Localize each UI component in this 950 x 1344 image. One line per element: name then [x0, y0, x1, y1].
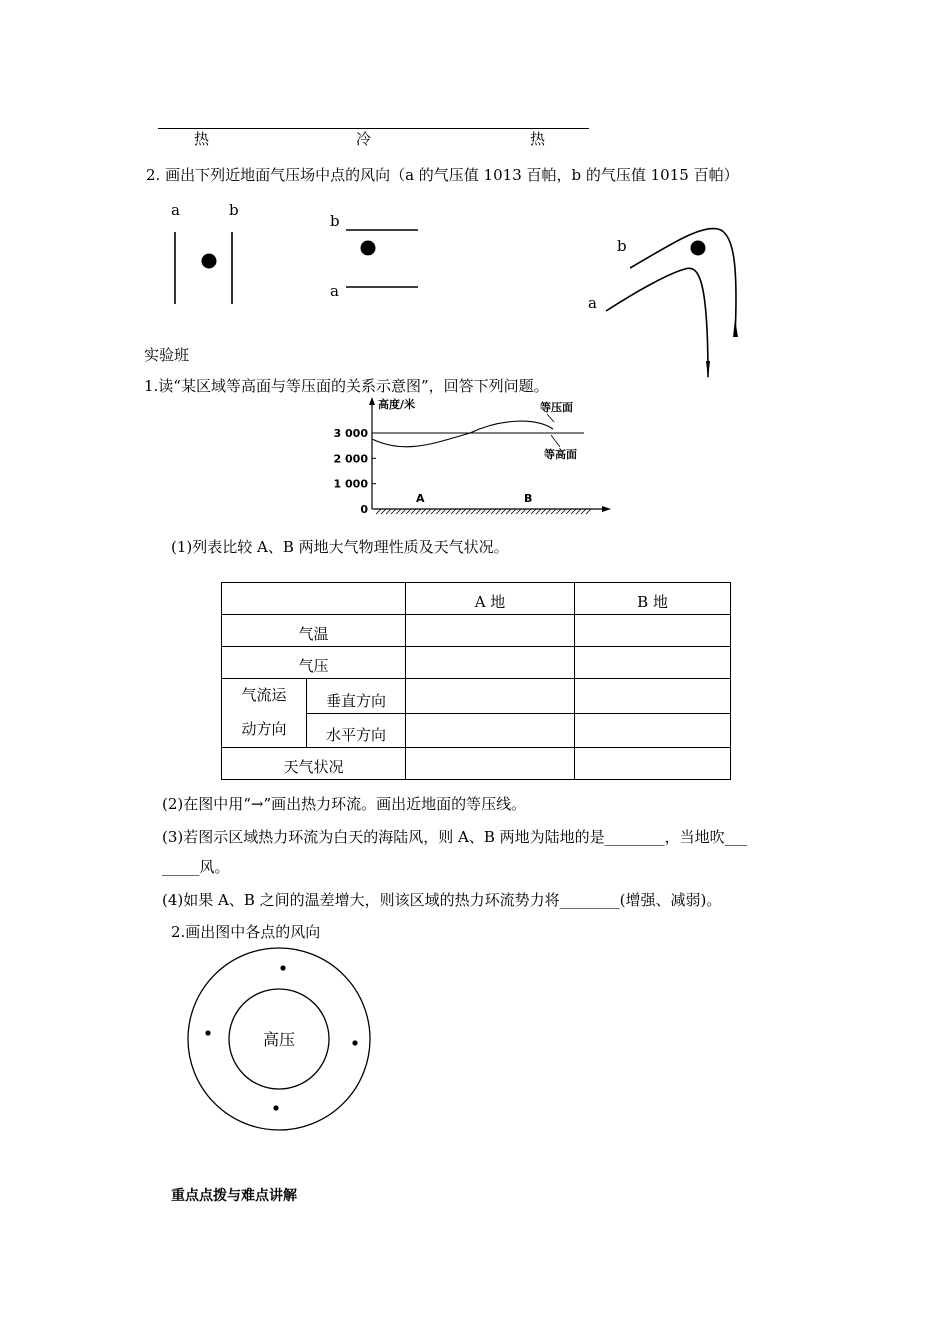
q2-prompt: 2. 画出下列近地面气压场中点的风向（a 的气压值 1013 百帕，b 的气压值 1015 百帕）: [146, 166, 739, 184]
table-header-b: B 地: [575, 583, 731, 615]
row-label-airflow: 气流运 动方向: [222, 679, 307, 748]
exp-q2-prompt: 2.画出图中各点的风向: [171, 923, 321, 941]
table-row: [222, 679, 731, 714]
answer-cell[interactable]: [406, 615, 575, 647]
answer-cell[interactable]: [575, 679, 731, 714]
row-label-temperature: 气温: [222, 615, 406, 647]
isobar-a-tip: [706, 361, 710, 379]
point-dot: [691, 241, 706, 256]
row-label-vertical: 垂直方向: [307, 679, 406, 714]
point-dot-left: [205, 1030, 210, 1035]
y-tick-label: 3 000: [333, 427, 368, 440]
point-dot-bottom: [273, 1105, 278, 1110]
sub-question-3-line1: (3)若图示区域热力环流为白天的海陆风，则 A、B 两地为陆地的是________，当地吹___: [162, 828, 748, 846]
label-b: b: [330, 212, 340, 230]
point-dot-top: [280, 965, 285, 970]
isobar-b: [630, 228, 736, 337]
y-axis-label: 高度/米: [378, 398, 416, 411]
isobar-a: [606, 268, 708, 377]
isosurface-chart: [320, 392, 620, 520]
isobar-label: 等压面: [540, 401, 573, 414]
y-axis-arrow: [369, 397, 375, 405]
ground-line: [158, 128, 589, 129]
label-a: a: [171, 201, 180, 219]
isobar-diagram-1: [160, 225, 250, 310]
isobar-diagram-2: [340, 220, 430, 300]
table-row: [222, 583, 731, 615]
answer-cell[interactable]: [575, 713, 731, 748]
isobar-diagram-3: [590, 215, 750, 385]
table-cell: [222, 583, 406, 615]
label-a: a: [588, 294, 597, 312]
exp-q1-prompt: 1.读“某区域等高面与等压面的关系示意图”，回答下列问题。: [144, 377, 549, 395]
sub-question-3-line2: _____风。: [162, 858, 230, 876]
answer-cell[interactable]: [575, 615, 731, 647]
label-a: a: [330, 282, 339, 300]
answer-cell[interactable]: [406, 713, 575, 748]
point-dot: [202, 254, 217, 269]
y-tick-label: 0: [360, 503, 368, 516]
point-dot-right: [352, 1040, 357, 1045]
answer-cell[interactable]: [406, 679, 575, 714]
section-heading: 重点点拨与难点讲解: [171, 1188, 297, 1204]
y-tick-label: 2 000: [333, 452, 368, 466]
isoheight-label-leader: [551, 435, 560, 447]
row-label-horizontal: 水平方向: [307, 713, 406, 748]
table-row: [222, 647, 731, 679]
label-b: b: [229, 201, 239, 219]
sub-question-1: (1)列表比较 A、B 两地大气物理性质及天气状况。: [171, 538, 509, 556]
center-label: 高压: [262, 1030, 296, 1049]
cold-label: 冷: [356, 130, 372, 148]
y-tick-label: 1 000: [333, 477, 368, 491]
point-a-label: A: [416, 492, 425, 505]
point-dot: [361, 241, 376, 256]
comparison-table: [221, 582, 731, 780]
sub-question-2: (2)在图中用“→”画出热力环流。画出近地面的等压线。: [162, 795, 527, 813]
isoheight-label: 等高面: [544, 448, 577, 461]
hot-label-left: 热: [194, 130, 210, 148]
row-label-pressure: 气压: [222, 647, 406, 679]
answer-cell[interactable]: [406, 748, 575, 780]
isobar-label-leader: [547, 414, 554, 422]
table-row: [222, 615, 731, 647]
answer-cell[interactable]: [406, 647, 575, 679]
ground-hatching: [376, 509, 591, 514]
row-label-weather: 天气状况: [222, 748, 406, 780]
table-header-a: A 地: [406, 583, 575, 615]
point-b-label: B: [524, 492, 533, 505]
answer-cell[interactable]: [575, 748, 731, 780]
x-axis-arrow: [602, 506, 611, 512]
sub-question-4: (4)如果 A、B 之间的温差增大，则该区域的热力环流势力将________(增强、减弱)。: [162, 891, 722, 909]
high-pressure-diagram: [185, 945, 375, 1135]
hot-label-right: 热: [530, 130, 546, 148]
series-isobar-curve: [372, 421, 553, 447]
table-row: [222, 748, 731, 780]
answer-cell[interactable]: [575, 647, 731, 679]
label-b: b: [617, 237, 627, 255]
section-title: 实验班: [144, 346, 190, 364]
